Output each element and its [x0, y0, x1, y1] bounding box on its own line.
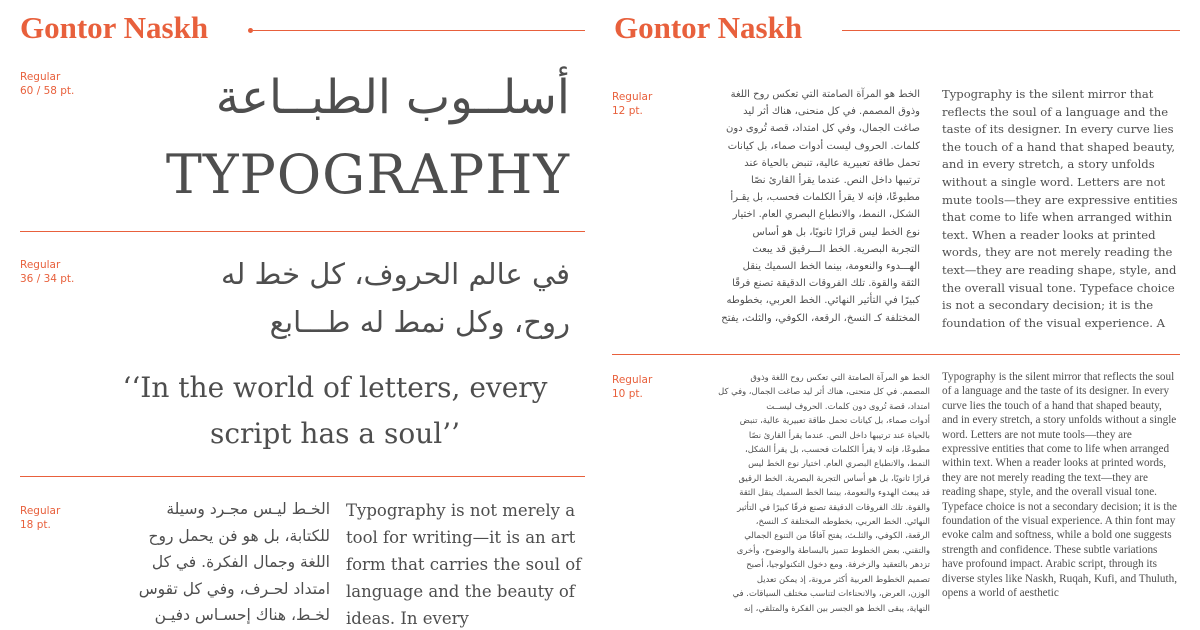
specimen-label: Regular 36 / 34 pt. [20, 259, 75, 285]
english-body-12pt: Typography is the silent mirror that reflects the soul of a language and the taste of its designer. In every curve lies the touch of a hand that shaped beauty, and in every stretch, a story unfolds without a single word. Letters are not mute tools—they are expressive entities that come to life when arranged within text. When a reader looks at printed words, they are not merely reading the text—they are reading shape, style, and the overall visual tone. Typeface choice is not a secondary decision; it is the foundation of the visual experience. A [942, 87, 1178, 330]
latin-display-heading: TYPOGRAPHY [165, 143, 570, 206]
font-title: Gontor Naskh [20, 10, 209, 45]
font-title: Gontor Naskh [614, 10, 803, 45]
arabic-display-heading: أسلــوب الطبــاعة [215, 70, 570, 125]
english-body-18pt: Typography is not merely a tool for writing—it is an art form that carries the soul of language and the beauty of ideas. In every [346, 501, 582, 628]
specimen-label: Regular 12 pt. [612, 91, 653, 117]
arabic-body-10pt: الخط هو المرآة الصامتة التي تعكس روح اللغة وذوق المصمم. في كل منحنى، هناك أثر ليد صاغت الجمال، وفي كل امتداد، قصة تُروى دون كلمات. الحروف ليســت أدوات صماء، بل كيانات تحمل طاقة تعبيرية عالية، تنبض بالحياة عند ترتيبها داخل النص. عندما يقرأ القارئ نصًا مطبوعًا، فإنه لا يقرأ الكلمات فحسب، بل يقرأ الشكل، النمط، والانطباع البصري العام. اختيار نوع الخط ليس قرارًا ثانويًا، بل هو أساس التجربة البصرية. الخط الرقيق قد يبعث الهدوء والنعومة، بينما الخط السميك ينقل الثقة والقوة. تلك الفروقات الدقيقة تصنع فرقًا كبيرًا في التأثير النهائي. الخط العربي، بخطوطه المختلفة كـ النسخ، الرقعة، الكوفي، والثلـث، يفتح آفاقًا من التنوع الجمالي والتقني. بعض الخطوط تتميز بالبساطة والوضوح، وأخرى تزدهر بالتعقيد والزخرفة. ومع دخول التكنولوجيا، أصبح تصميم الخطوط العربية أكثر مرونة، إذ يمكن تعديل الوزن، العرض، والانحناءات لتناسب مختلف السياقات. في النهاية، يبقى الخط هو الجسر بين الفكرة والمتلقي، إنه [718, 372, 930, 613]
english-quote-line: script has a soul’’ [209, 417, 461, 450]
specimen-label: Regular 18 pt. [20, 505, 61, 531]
arabic-quote-line: في عالم الحروف، كل خط له [220, 257, 570, 291]
specimen-label: Regular 10 pt. [612, 374, 653, 400]
arabic-quote-line: روح، وكل نمط له طـــابع [269, 305, 570, 339]
section-divider [612, 354, 1180, 355]
section-divider [20, 476, 585, 477]
english-body-10pt: Typography is the silent mirror that reflects the soul of a language and the taste of its designer. In every curve lies the touch of a hand that shaped beauty, and in every stretch, a story unfolds without a single word. Letters are not mute tools—they are expressive entities that come to life when arranged within text. When a reader looks at printed words, they are not merely reading the text—they are reading shape, style, and the overall visual tone. Typeface choice is not a secondary decision; it is the foundation of the visual experience. A thin font may evoke calm and softness, while a bold one suggests strength and confidence. These subtle variations have profound impact. Arabic script, through its diverse styles like Naskh, Ruqah, Kufi, and Thuluth, opens a world of aesthetic [942, 371, 1178, 600]
english-quote-line: ‘‘In the world of letters, every [122, 371, 548, 404]
arabic-body-12pt: الخط هو المرآة الصامتة التي تعكس روح اللغة وذوق المصمم. في كل منحنى، هناك أثر ليد صاغت الجمال، وفي كل امتداد، قصة تُروى دون كلمات. الحروف ليست أدوات صماء، بل كيانات تحمل طاقة تعبيرية عالية، تنبض بالحياة عند ترتيبها داخل النص. عندما يقرأ القارئ نصًا مطبوعًا، فإنه لا يقرأ الكلمات فحسب، بل يقـرأ الشكل، النمط، والانطباع البصري العام. اختيار نوع الخط ليس قرارًا ثانويًا، بل هو أساس التجربة البصرية. الخط الـــرقيق قد يبعث الهـــدوء والنعومة، بينما الخط السميك ينقل الثقة والقوة. تلك الفروقات الدقيقة تصنع فرقًا كبيرًا في التأثير النهائي. الخط العربي، بخطوطه المختلفة كـ النسخ، الرقعة، الكوفي، والثلث، يفتح [721, 89, 920, 324]
title-rule [842, 30, 1180, 31]
arabic-body-18pt: الخـط ليـس مجـرد وسيلة للكتابة، بل هو فن يحمل روح اللغة وجمال الفكرة. في كل امتداد لحـرف، وفي كل تقوس لخـط، هناك إحسـاس دفيـن [138, 500, 330, 624]
specimen-label: Regular 60 / 58 pt. [20, 71, 75, 97]
title-rule [253, 30, 585, 31]
section-divider [20, 231, 585, 232]
